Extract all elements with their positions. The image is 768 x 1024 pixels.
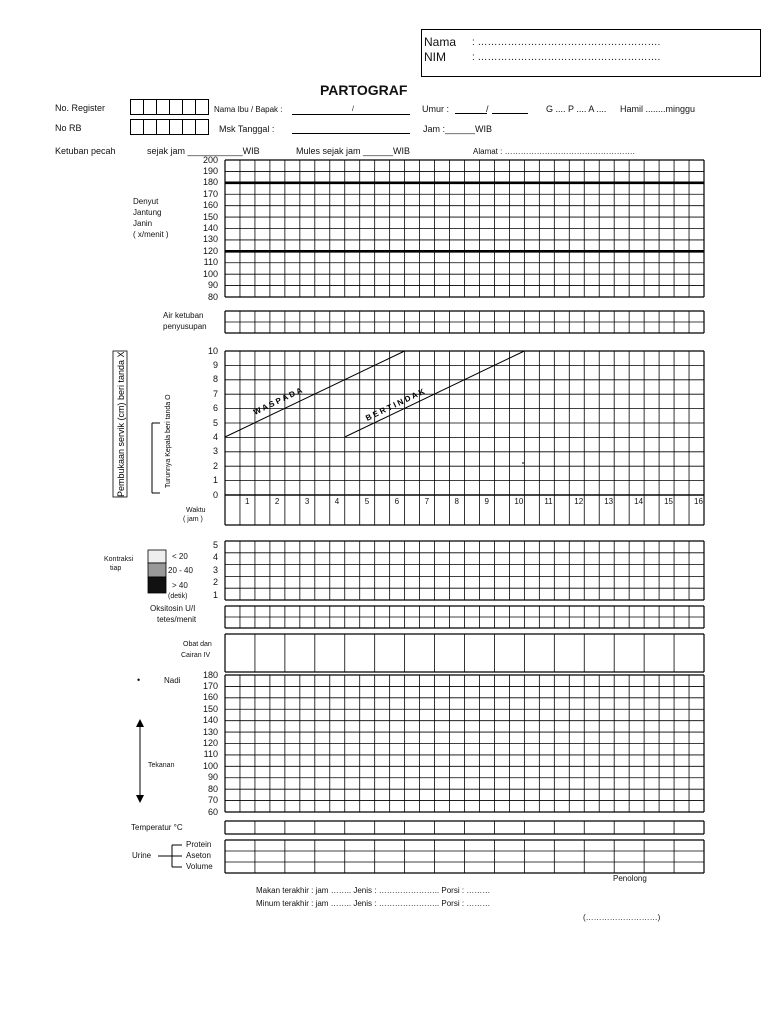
oksitosin-label: Oksitosin U/I bbox=[150, 604, 196, 613]
alamat-field[interactable]: Alamat : …………………………………………. bbox=[473, 147, 635, 156]
ketuban-label: Ketuban pecah bbox=[55, 146, 116, 156]
hour-label: 9 bbox=[484, 497, 489, 506]
axis-tick-label: 130 bbox=[202, 726, 218, 737]
mules-field[interactable]: Mules sejak jam ______WIB bbox=[296, 146, 411, 156]
no-register-label: No. Register bbox=[55, 103, 106, 113]
axis-tick-label: 120 bbox=[202, 738, 218, 748]
axis-tick-label: 160 bbox=[202, 200, 218, 211]
hour-label: 12 bbox=[574, 497, 584, 506]
axis-tick-label: 1 bbox=[212, 475, 218, 486]
gpa-field[interactable]: G .... P .... A .... bbox=[546, 104, 607, 114]
volume-label: Volume bbox=[186, 862, 213, 871]
axis-tick-label: 160 bbox=[202, 692, 218, 703]
jam-field[interactable]: Jam :______WIB bbox=[423, 124, 493, 134]
servik-vertical-label: Pembukaan servik (cm) beri tanda X bbox=[116, 351, 126, 497]
hour-label: 11 bbox=[544, 497, 553, 506]
axis-tick-label: 70 bbox=[207, 795, 218, 806]
axis-tick-label: 140 bbox=[202, 223, 218, 233]
tiap-label: tiap bbox=[110, 565, 122, 572]
kontraksi-label: Kontraksi bbox=[104, 556, 134, 563]
waktu-grid[interactable] bbox=[225, 495, 704, 525]
hour-label: 7 bbox=[424, 497, 430, 506]
nama-ibu-slash: / bbox=[352, 106, 354, 113]
kepala-vertical-label: Turunnya Kepala beri tanda O bbox=[165, 394, 172, 488]
axis-tick-label: 7 bbox=[212, 388, 218, 399]
page-title: PARTOGRAF bbox=[320, 82, 408, 98]
tetes-label: tetes/menit bbox=[157, 615, 197, 624]
penolong-label: Penolong bbox=[613, 874, 647, 883]
axis-tick-label: 4 bbox=[212, 431, 218, 442]
axis-tick-label: 2 bbox=[212, 577, 218, 587]
axis-tick-label: 170 bbox=[202, 680, 218, 691]
penyusupan-label: penyusupan bbox=[163, 322, 207, 331]
hour-label: 10 bbox=[514, 497, 524, 506]
oksitosin-grid[interactable] bbox=[225, 606, 704, 628]
bertindak-label: B E R T I N D A K bbox=[364, 386, 427, 423]
legend-swatch-solid bbox=[148, 577, 166, 593]
obat-label: Obat dan bbox=[183, 641, 212, 648]
axis-tick-label: 2 bbox=[212, 460, 218, 471]
hour-label: 4 bbox=[334, 497, 340, 506]
nama-ibu-label: Nama Ibu / Bapak : bbox=[214, 105, 283, 114]
legend-lt20: < 20 bbox=[172, 552, 188, 561]
axis-tick-label: 140 bbox=[202, 715, 218, 726]
axis-tick-label: 3 bbox=[212, 564, 218, 575]
axis-tick-label: 150 bbox=[202, 703, 218, 714]
waspada-label: W A S P A D A bbox=[251, 385, 304, 417]
umur-slash: / bbox=[486, 104, 489, 114]
axis-tick-label: 180 bbox=[202, 177, 218, 188]
axis-tick-label: 110 bbox=[203, 749, 218, 760]
nadi-label: Nadi bbox=[164, 676, 181, 685]
hour-label: 13 bbox=[604, 497, 614, 506]
axis-tick-label: 5 bbox=[212, 539, 218, 550]
urine-grid[interactable] bbox=[225, 840, 704, 873]
hour-label: 16 bbox=[694, 497, 703, 506]
axis-tick-label: 9 bbox=[212, 359, 218, 370]
axis-tick-label: 5 bbox=[212, 417, 218, 428]
temperatur-label: Temperatur °C bbox=[131, 823, 183, 832]
temperatur-grid[interactable] bbox=[225, 821, 704, 834]
hour-label: 6 bbox=[394, 497, 400, 506]
detik-label: (detik) bbox=[168, 593, 188, 600]
umur-label: Umur : bbox=[422, 104, 449, 114]
kontraksi-grid[interactable] bbox=[225, 541, 704, 600]
hour-label: 2 bbox=[274, 497, 280, 506]
axis-tick-label: 100 bbox=[202, 760, 218, 771]
legend-swatch-hatch bbox=[148, 563, 166, 577]
djj-grid[interactable] bbox=[225, 160, 704, 297]
axis-tick-label: 0 bbox=[212, 489, 218, 500]
nim-field[interactable]: : ………………………………………………. bbox=[472, 52, 661, 63]
signature-field[interactable]: (………………………) bbox=[583, 913, 661, 922]
obat-grid[interactable] bbox=[225, 634, 704, 672]
minum-field[interactable]: Minum terakhir : jam …….. Jenis : ………………….. Porsi : ……… bbox=[256, 899, 491, 908]
axis-tick-label: 110 bbox=[203, 257, 218, 268]
axis-tick-label: 120 bbox=[202, 245, 218, 256]
legend-swatch-dots bbox=[148, 550, 166, 563]
nim-label: NIM bbox=[424, 50, 446, 64]
hamil-field[interactable]: Hamil ........minggu bbox=[620, 104, 696, 114]
djj-label: Denyut Jantung Janin ( x/menit ) bbox=[133, 197, 169, 239]
hour-label: 1 bbox=[244, 497, 250, 506]
aseton-label: Aseton bbox=[186, 851, 211, 860]
name-field[interactable]: : ………………………………………………. bbox=[472, 37, 661, 48]
axis-tick-label: 150 bbox=[202, 211, 218, 222]
makan-field[interactable]: Makan terakhir : jam …….. Jenis : ………………….. Porsi : ……… bbox=[256, 886, 491, 895]
air-ketuban-grid[interactable] bbox=[225, 311, 704, 333]
hour-label: 3 bbox=[304, 497, 310, 506]
msk-tanggal-label: Msk Tanggal : bbox=[219, 124, 275, 134]
tekanan-label: Tekanan bbox=[148, 762, 175, 769]
cairan-label: Cairan IV bbox=[181, 652, 211, 659]
axis-tick-label: 200 bbox=[202, 154, 218, 165]
axis-tick-label: 190 bbox=[202, 165, 218, 176]
air-ketuban-label: Air ketuban bbox=[163, 311, 204, 320]
cervix-grid[interactable] bbox=[225, 351, 704, 495]
axis-tick-label: 3 bbox=[212, 446, 218, 457]
axis-tick-label: 4 bbox=[212, 552, 218, 562]
protein-label: Protein bbox=[186, 840, 212, 849]
axis-tick-label: 1 bbox=[212, 589, 218, 600]
axis-tick-label: 8 bbox=[212, 374, 218, 385]
axis-tick-label: 180 bbox=[202, 669, 218, 680]
arrow-up-icon bbox=[136, 719, 144, 727]
hour-label: 14 bbox=[634, 497, 644, 506]
axis-tick-label: 100 bbox=[202, 268, 218, 279]
legend-gt40: > 40 bbox=[172, 581, 188, 590]
axis-tick-label: 6 bbox=[212, 403, 218, 414]
arrow-down-icon bbox=[136, 795, 144, 803]
axis-tick-label: 80 bbox=[207, 291, 218, 302]
hour-label: 5 bbox=[364, 497, 370, 506]
axis-tick-label: 170 bbox=[202, 188, 218, 199]
jam-label: ( jam ) bbox=[183, 516, 203, 523]
waktu-label: Waktu bbox=[186, 507, 206, 514]
axis-tick-label: 90 bbox=[207, 772, 218, 783]
urine-label: Urine bbox=[132, 851, 152, 860]
no-rb-label: No RB bbox=[55, 123, 82, 133]
nadi-grid[interactable] bbox=[225, 675, 704, 812]
axis-tick-label: 80 bbox=[207, 783, 218, 794]
axis-tick-label: 60 bbox=[207, 806, 218, 817]
hour-label: 15 bbox=[664, 497, 673, 506]
name-label: Nama bbox=[424, 35, 457, 49]
nadi-dot-icon: • bbox=[137, 675, 141, 685]
axis-tick-label: 10 bbox=[207, 345, 218, 356]
ketuban-sejak-field[interactable]: sejak jam ___________WIB bbox=[147, 146, 260, 156]
axis-tick-label: 90 bbox=[207, 280, 218, 291]
axis-tick-label: 130 bbox=[202, 234, 218, 245]
stray-mark bbox=[522, 462, 524, 464]
legend-20-40: 20 - 40 bbox=[168, 566, 193, 575]
hour-label: 8 bbox=[454, 497, 459, 506]
